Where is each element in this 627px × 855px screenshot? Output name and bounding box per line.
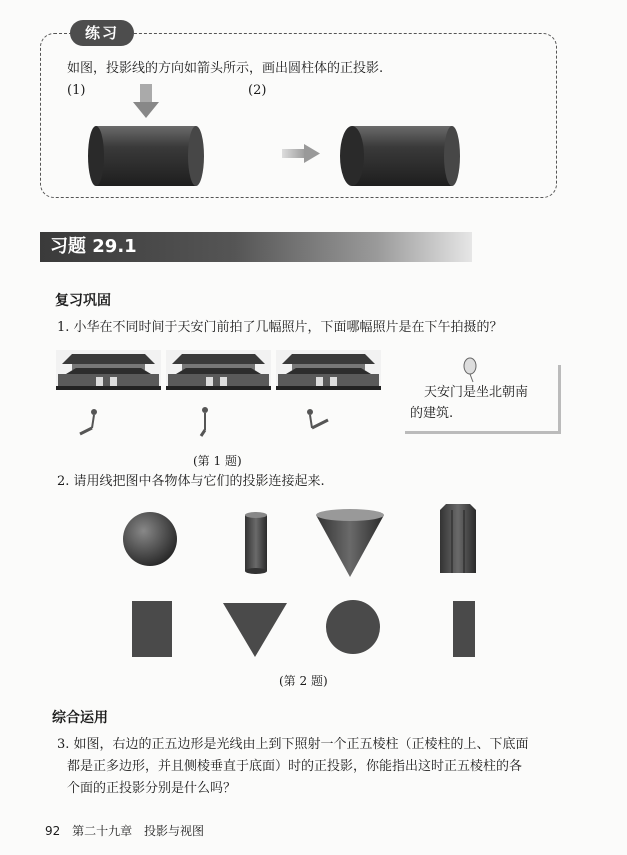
caption-question-1: (第 1 题) [193, 454, 242, 468]
projection-rectangle-narrow [453, 601, 475, 657]
cylinder-2 [340, 126, 460, 186]
page-number: 92 [45, 824, 61, 838]
note-line-2: 的建筑. [410, 406, 454, 421]
question-3-line-2: 都是正多边形，并且侧棱垂直于底面）时的正投影，你能指出这时正五棱柱的各 [67, 759, 523, 774]
projection-rectangle-wide [132, 601, 172, 657]
tiananmen-photo-2 [166, 350, 271, 390]
exercise-title: 习题 29.1 [50, 236, 137, 257]
sphere [123, 512, 177, 566]
caption-question-2: (第 2 题) [279, 674, 328, 688]
solids-and-projections [0, 495, 627, 665]
practice-instruction: 如图，投影线的方向如箭头所示，画出圆柱体的正投影. [67, 61, 384, 76]
question-3-line-1: 3. 如图，右边的正五边形是光线由上到下照射一个正五棱柱（正棱柱的上、下底面 [57, 737, 529, 752]
practice-label-1: (1) [67, 83, 86, 98]
practice-tag: 练习 [70, 20, 134, 46]
vertical-cylinder [245, 512, 267, 574]
inverted-cone [316, 509, 384, 577]
application-heading: 综合运用 [52, 710, 108, 726]
chapter-title: 投影与视图 [143, 824, 204, 838]
projection-triangle [223, 603, 287, 657]
person-shadow-1 [80, 409, 97, 434]
question-1: 1. 小华在不同时间于天安门前拍了几幅照片，下面哪幅照片是在下午拍摄的？ [57, 320, 503, 335]
question-2: 2. 请用线把图中各物体与它们的投影连接起来. [57, 474, 325, 489]
projection-circle [326, 600, 380, 654]
tiananmen-photo-3 [276, 350, 381, 390]
right-arrow-icon [282, 144, 320, 163]
practice-label-2: (2) [248, 83, 267, 98]
page-footer [45, 822, 204, 839]
practice-figures [0, 0, 627, 200]
person-shadow-3 [307, 409, 328, 428]
down-arrow-icon [133, 84, 159, 118]
note-line-1: 天安门是坐北朝南 [424, 385, 529, 400]
review-heading: 复习巩固 [55, 293, 111, 309]
hexagonal-prism [440, 504, 476, 573]
tiananmen-photo-1 [56, 350, 161, 390]
person-shadow-2 [201, 407, 208, 436]
chapter-number: 第二十九章 [72, 824, 133, 838]
cylinder-1 [88, 126, 204, 186]
question-3-line-3: 个面的正投影分别是什么吗？ [67, 781, 237, 796]
